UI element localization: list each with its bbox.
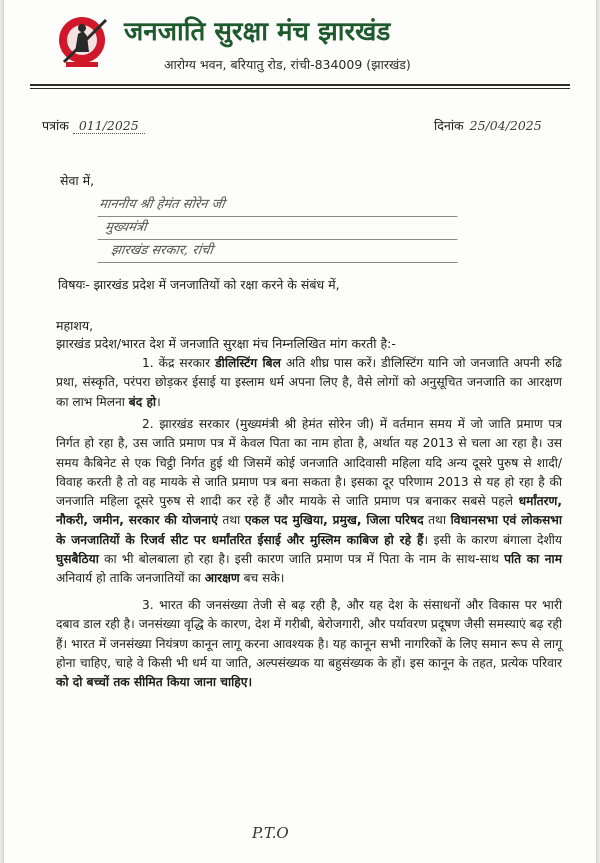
emblem-logo-icon (56, 14, 112, 72)
patrank-value: 011/2025 (73, 118, 145, 134)
reference-number (42, 117, 145, 134)
letter-sheet (4, 0, 596, 863)
p2-text-i: का भी बोलबाला हो रहा है। इसी कारण जाति प्रमाण पत्र में पिता के नाम के साथ-साथ (98, 552, 505, 567)
subject-line: विषयः- झारखंड प्रदेश में जनजातियों को रक्षा करने के संबंध में, (58, 277, 340, 292)
p2-text-m: बच सके। (239, 571, 285, 586)
p2-bold-d: एकल पद मुखिया, प्रमुख, जिला परिषद (244, 513, 424, 528)
p2-bold-b: धर्मांतरण, नौकरी, जमीन, सरकार की योजनाएं (56, 494, 562, 528)
p2-bold-l: आरक्षण (204, 571, 240, 586)
recipient-line-1: माननीय श्री हेमंत सोरेन जी (97, 194, 460, 217)
letter-date (434, 117, 542, 134)
recipient-block (99, 194, 459, 260)
p1-bold-d: बंद हो (128, 394, 157, 409)
p2-text-k: अनिवार्य हो ताकि जनजातियों का (56, 571, 205, 586)
p1-bold-b: डीलिस्टिंग बिल (215, 356, 281, 370)
seva-label: सेवा में, (60, 173, 95, 188)
p2-text-a: 2. झारखंड सरकार (मुख्यमंत्री श्री हेमंत सोरेन जी) में वर्तमान समय में जो जाति प्रमाण पत्र निर्गत हो रहा है, उस जाति प्रमाण पत्र में केवल पिता का नाम होता है, अर्थात यह 2013 से चला आ रहा है। उस समय कैबिनेट से एक चिट्ठी निर्गत हुई थी जिसमें कोई जनजाति आदिवासी महिला यदि अन्य दूसरे पुरुष से शादी/विवाह करती है तो वह मायके से जाति प्रमाण पत्र बना सकता है। इसका दूर परिणाम 2013 से यह हो रहा है की जनजाति महिला दूसरे पुरुष से शादी कर रहे हैं और मायके से जाति प्रमाण पत्र बनाकर सबसे पहले (56, 417, 562, 509)
p3-text-a: 3. भारत की जनसंख्या तेजी से बढ़ रही है, और यह देश के संसाधनों और विकास पर भारी दबाव डाल रही है। जनसंख्या वृद्धि के कारण, देश में गरीबी, बेरोजगारी, और पर्यावरण प्रदूषण जैसी समस्याएं बढ़ रही हैं। भारत में जनसंख्या नियंत्रण कानून लागू करना आवश्यक है। यह कानून सभी नागरिकों के लिए समान रूप से लागू होना चाहिए, चाहे वे किसी भी धर्म या जाति, अल्पसंख्यक या बहुसंख्यक के हों। इस कानून के तहत, प्रत्येक परिवार (56, 598, 562, 670)
header-divider (30, 84, 570, 86)
org-name: जनजाति सुरक्षा मंच झारखंड (124, 17, 391, 47)
p1-text-a: 1. केंद्र सरकार (142, 356, 216, 370)
demand-paragraph-1 (56, 354, 562, 412)
dinank-label: दिनांक (434, 118, 464, 133)
intro-line: झारखंड प्रदेश/भारत देश में जनजाति सुरक्षा मंच निम्नलिखित मांग करती है:- (56, 336, 396, 351)
p3-bold-b: को दो बच्चों तक सीमित किया जाना चाहिए। (56, 675, 253, 690)
header-divider-thin (30, 88, 570, 89)
recipient-line-3: झारखंड सरकार, रांची (97, 240, 460, 263)
org-address: आरोग्य भवन, बरियातु रोड, रांची-834009 (झारखंड) (164, 57, 411, 72)
p2-bold-h: घुसबैठिया (56, 552, 99, 567)
p2-bold-j: पति का नाम (504, 552, 562, 567)
demand-paragraph-2 (56, 415, 562, 589)
demand-paragraph-3 (56, 596, 562, 692)
p2-bold-f: विधानसभा एवं लोकसभा के जनजातियों के रिजर्व सीट पर धर्मांतरित ईसाई और मुस्लिम काबिज हो रहे हैं (56, 513, 562, 547)
salutation: महाशय, (56, 318, 94, 333)
recipient-line-2: मुख्यमंत्री (97, 217, 460, 240)
p2-text-g: । इसी के कारण बंगाला देशीय (423, 532, 562, 547)
patrank-label: पत्रांक (42, 118, 69, 133)
p1-text-e: । (156, 394, 161, 409)
p2-text-e: तथा (423, 513, 451, 528)
pto-note: P.T.O (252, 824, 289, 842)
p1-text-c: अति शीघ्र पास करें। डीलिस्टिंग यानि जो जनजाति अपनी रुढि प्रथा, संस्कृति, परंपरा छोड़कर ईसाई या इस्लाम धर्म अपना लिए है, वैसे लोगों को अनुसूचित जनजाति का आरक्षण का लाभ मिलना (56, 356, 563, 409)
dinank-value: 25/04/2025 (469, 118, 542, 133)
p2-text-c: तथा (217, 513, 245, 528)
